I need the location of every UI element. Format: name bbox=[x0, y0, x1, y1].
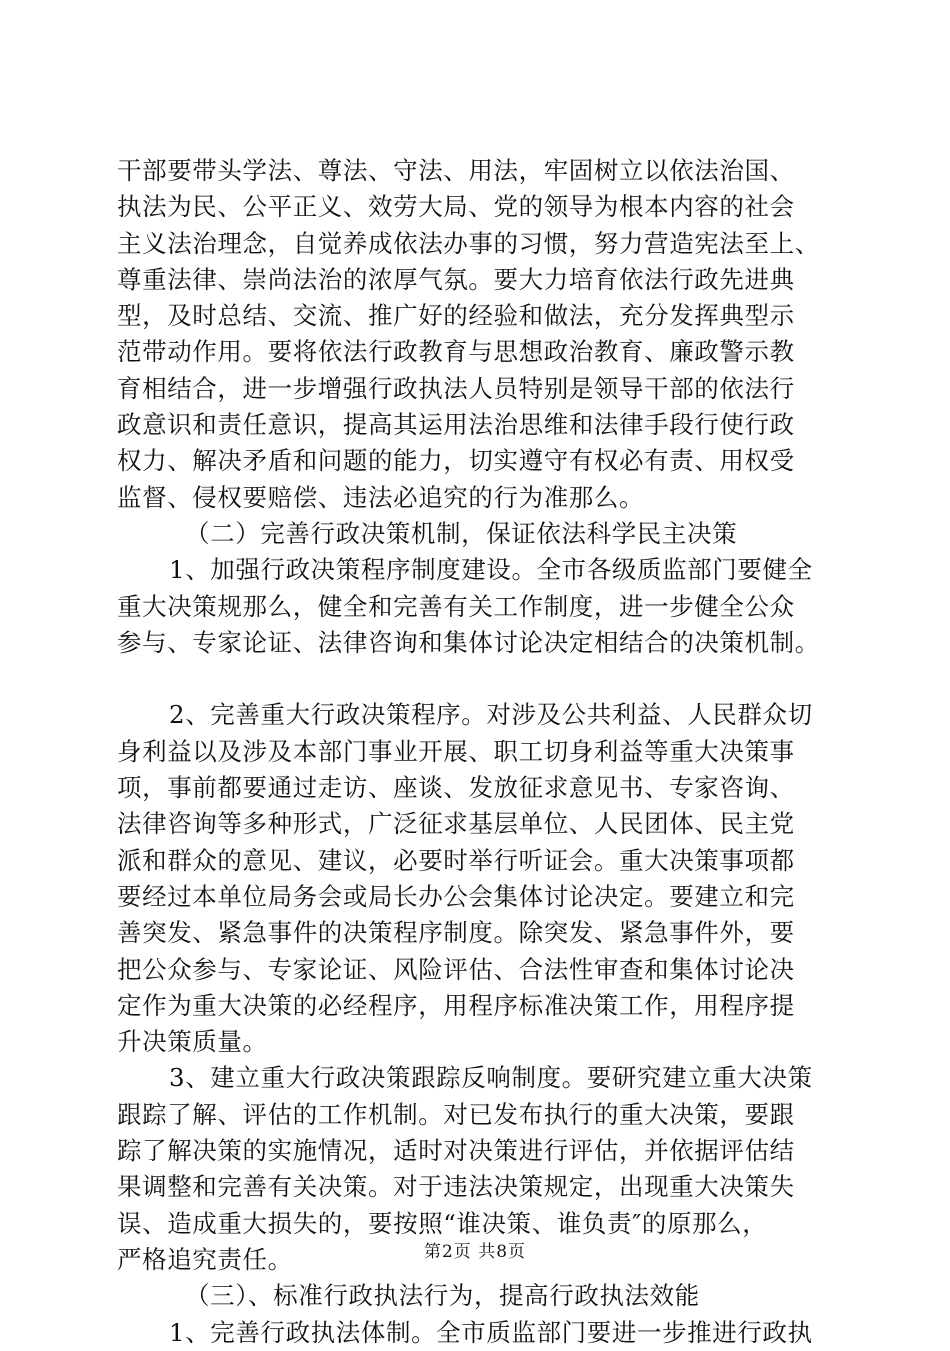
text-line: 育相结合，进一步增强行政执法人员特别是领导干部的依法行 bbox=[117, 373, 795, 403]
text-line: 干部要带头学法、尊法、守法、用法，牢固树立以依法治国、 bbox=[117, 156, 795, 185]
text-line: 把公众参与、专家论证、风险评估、合法性审查和集体讨论决 bbox=[117, 954, 795, 984]
text-line: 尊重法律、崇尚法治的浓厚气氛。要大力培育依法行政先进典 bbox=[117, 264, 795, 294]
paragraph-5 bbox=[117, 1315, 847, 1351]
text-line: 政意识和责任意识，提高其运用法治思维和法律手段行使行政 bbox=[117, 410, 795, 440]
text-line: 跟踪了解、评估的工作机制。对已发布执行的重大决策，要跟 bbox=[117, 1099, 795, 1129]
section-heading-3: （三）、标准行政执法行为，提高行政执法效能 bbox=[185, 1281, 700, 1311]
text-line: 踪了解决策的实施情况，适时对决策进行评估，并依据评估结 bbox=[117, 1136, 795, 1166]
text-line: 权力、解决矛盾和问题的能力，切实遵守有权必有责、用权受 bbox=[117, 446, 795, 476]
text-line: 误、造成重大损失的，要按照“谁决策、谁负责″的原那么， bbox=[117, 1208, 768, 1238]
text-line: 严格追究责任。 bbox=[117, 1244, 293, 1274]
text-line: 法律咨询等多种形式，广泛征求基层单位、人民团体、民主党 bbox=[117, 809, 795, 839]
text-line: 3、建立重大行政决策跟踪反响制度。要研究建立重大决策 bbox=[169, 1063, 813, 1093]
section-heading-2: （二）完善行政决策机制，保证依法科学民主决策 bbox=[185, 518, 738, 548]
paragraph-3 bbox=[117, 697, 847, 1060]
page-footer bbox=[0, 1241, 950, 1263]
blank-line bbox=[117, 661, 847, 697]
paragraph-1 bbox=[117, 153, 847, 516]
text-line: 定作为重大决策的必经程序，用程序标准决策工作，用程序提 bbox=[117, 990, 795, 1020]
page-number-label: 第2页 共8页 bbox=[423, 1242, 527, 1262]
text-line: 善突发、紧急事件的决策程序制度。除突发、紧急事件外，要 bbox=[117, 918, 795, 948]
text-line: 执法为民、公平正义、效劳大局、党的领导为根本内容的社会 bbox=[117, 192, 795, 222]
text-line: 监督、侵权要赔偿、违法必追究的行为准那么。 bbox=[117, 482, 645, 512]
text-line: 范带动作用。要将依法行政教育与思想政治教育、廉政警示教 bbox=[117, 337, 795, 367]
text-line: 1、加强行政决策程序制度建设。全市各级质监部门要健全 bbox=[169, 555, 813, 585]
text-line: 项，事前都要通过走访、座谈、发放征求意见书、专家咨询、 bbox=[117, 773, 795, 803]
text-line: 1、完善行政执法体制。全市质监部门要进一步推进行政执 bbox=[169, 1317, 813, 1347]
text-line: 型，及时总结、交流、推广好的经验和做法，充分发挥典型示 bbox=[117, 301, 795, 331]
document-body bbox=[117, 153, 847, 1351]
paragraph-2 bbox=[117, 552, 847, 661]
text-line: 升决策质量。 bbox=[117, 1027, 268, 1057]
text-line: 果调整和完善有关决策。对于违法决策规定，出现重大决策失 bbox=[117, 1172, 795, 1202]
text-line: 身利益以及涉及本部门事业开展、职工切身利益等重大决策事 bbox=[117, 736, 795, 766]
text-line: 2、完善重大行政决策程序。对涉及公共利益、人民群众切 bbox=[169, 700, 813, 730]
text-line: 主义法治理念，自觉养成依法办事的习惯，努力营造宪法至上、 bbox=[117, 228, 820, 258]
text-line: 重大决策规那么，健全和完善有关工作制度，进一步健全公众 bbox=[117, 591, 795, 621]
text-line: 派和群众的意见、建议，必要时举行听证会。重大决策事项都 bbox=[117, 845, 795, 875]
text-line: 要经过本单位局务会或局长办公会集体讨论决定。要建立和完 bbox=[117, 881, 795, 911]
text-line: 参与、专家论证、法律咨询和集体讨论决定相结合的决策机制。 bbox=[117, 627, 820, 657]
